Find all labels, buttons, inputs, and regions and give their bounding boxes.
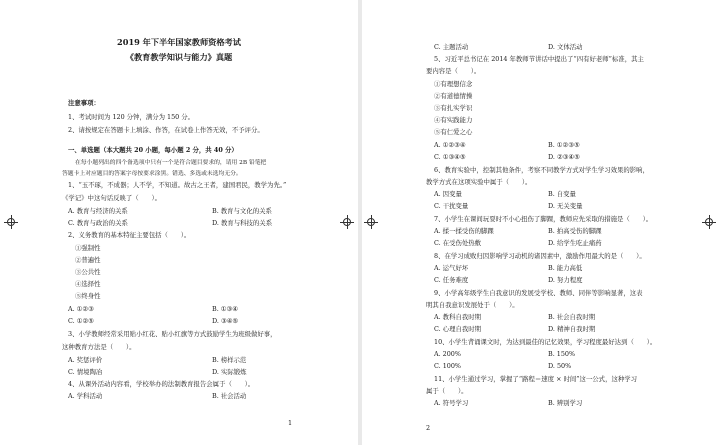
- question-8-line: 8、在学习成败归因影响学习动机的诸因素中，激励作用最大的是（ ）。: [434, 252, 646, 260]
- option-a: A. 教育与经济的关系: [68, 207, 128, 215]
- question-9-line: 明其自我意识发展处于（ ）。: [426, 301, 519, 309]
- option-d: D. 教育与科技的关系: [212, 219, 273, 227]
- option-a: A. 奖惩评价: [68, 356, 103, 364]
- option-c: C. 干扰变量: [434, 202, 469, 210]
- question-10-line: 10、小学生背诵课文时，为达到最佳的记忆效果，学习程度最好达到（ ）。: [434, 338, 657, 346]
- instruction-line: 在每小题列出的四个备选项中只有一个是符合题目要求的，请用 2B 铅笔把: [75, 160, 267, 166]
- option-b: B. 榜样示范: [212, 356, 247, 364]
- exam-page-right: [362, 0, 720, 445]
- question-11-line: 11、小学生通过学习，掌握了“路程＝速度 × 时间”这一公式，这种学习: [434, 375, 638, 383]
- option-c: C. 心理自我时期: [434, 325, 482, 333]
- option-c: C. ①③④⑤: [434, 153, 466, 161]
- list-item: ②普遍性: [75, 256, 101, 264]
- option-b: B. ①②③⑤: [548, 141, 580, 149]
- question-4-line: 4、从课外活动内容看，学校举办的法制教育报告会属于（ ）。: [68, 380, 255, 388]
- option-d: D. ③④⑤: [212, 317, 239, 325]
- option-c: C. 教育与政治的关系: [68, 219, 128, 227]
- option-c: C. 在受伤处热敷: [434, 239, 482, 247]
- option-c: C. ①②⑤: [68, 317, 94, 325]
- option-a: A. 运气好坏: [434, 264, 469, 272]
- list-item: ③有扎实学识: [434, 104, 473, 112]
- note-item: 1、考试时间为 120 分钟，满分为 150 分。: [68, 113, 195, 121]
- registration-mark-icon: [364, 215, 378, 229]
- list-item: ③公共性: [75, 268, 101, 276]
- question-1-line: 《学记》中这句话反映了（ ）。: [62, 194, 162, 202]
- option-d: D. 努力程度: [548, 276, 583, 284]
- option-a: A. ①②③: [68, 305, 94, 313]
- question-6-line: 6、教育实验中，控制其他条件，考察不同教学方式对学生学习效果的影响，: [434, 166, 649, 174]
- question-6-line: 教学方式在这项实验中属于（ ）。: [426, 178, 532, 186]
- question-3-line: 3、小学教师经常采用贴小红花、贴小红旗等方式鼓励学生为班级做好事，: [68, 330, 277, 338]
- option-c: C. 主题活动: [434, 43, 469, 51]
- option-d: D. 文体活动: [548, 43, 583, 51]
- option-d: D. 给学生吃止痛药: [548, 239, 602, 247]
- option-d: D. ②③④⑤: [548, 153, 580, 161]
- option-b: B. 自变量: [548, 190, 576, 198]
- list-item: ④选择性: [75, 280, 101, 288]
- question-5-line: 5、习近平总书记在 2014 年教师节讲话中提出了“四有好老师”标准，其主: [434, 55, 644, 63]
- instruction-line: 答题卡上对应题目的答案字母按要求涂黑。错选、多选或未选均无分。: [62, 171, 242, 177]
- option-a: A. 200%: [434, 350, 461, 358]
- question-7-line: 7、小学生在课间玩耍时不小心扭伤了脚踝，教师应先采取的措施是（ ）。: [434, 215, 653, 223]
- option-a: A. 因变量: [434, 190, 462, 198]
- list-item: ④有实践能力: [434, 116, 473, 124]
- question-11-line: 属于（ ）。: [426, 387, 468, 395]
- option-d: D. 50%: [548, 362, 572, 370]
- list-item: ①有理想信念: [434, 80, 473, 88]
- option-b: B. 150%: [548, 350, 576, 358]
- page-number: 1: [288, 419, 293, 427]
- option-d: D. 无关变量: [548, 202, 583, 210]
- list-item: ⑤有仁爱之心: [434, 128, 473, 136]
- option-a: A. 教科自我时期: [434, 313, 482, 321]
- question-2-line: 2、义务教育的基本特征主要包括（ ）。: [68, 231, 191, 239]
- page-number: 2: [426, 424, 431, 432]
- question-3-line: 这种教育方法是（ ）。: [62, 343, 136, 351]
- registration-mark-icon: [340, 215, 354, 229]
- option-d: D. 实际锻炼: [212, 368, 247, 376]
- option-b: B. ①③④: [212, 305, 238, 313]
- option-d: D. 精神自我时期: [548, 325, 596, 333]
- exam-title: 2019 年下半年国家教师资格考试: [117, 37, 241, 47]
- option-a: A. 学科活动: [68, 392, 103, 400]
- exam-subtitle: 《教育教学知识与能力》真题: [125, 52, 233, 62]
- option-b: B. 教育与文化的关系: [212, 207, 272, 215]
- option-b: B. 辨别学习: [548, 399, 583, 407]
- question-1-line: 1、“玉不琢，不成器；人不学，不知道。故古之王者，建国君民，教学为先。”: [68, 181, 287, 189]
- notes-heading: 注意事项：: [68, 99, 100, 107]
- option-b: B. 社会自我时期: [548, 313, 596, 321]
- list-item: ①强制性: [75, 244, 101, 252]
- section-heading: 一、单选题（本大题共 20 小题，每小题 2 分，共 40 分）: [68, 146, 238, 154]
- option-b: B. 拍高受伤的脚踝: [548, 227, 602, 235]
- option-a: A. 揉一揉受伤的脚踝: [434, 227, 494, 235]
- option-a: A. 符号学习: [434, 399, 469, 407]
- option-c: C. 情境陶冶: [68, 368, 103, 376]
- registration-mark-icon: [4, 215, 18, 229]
- list-item: ②有道德情操: [434, 92, 473, 100]
- option-c: C. 任务难度: [434, 276, 469, 284]
- option-a: A. ①②③④: [434, 141, 466, 149]
- registration-mark-icon: [702, 215, 716, 229]
- option-c: C. 100%: [434, 362, 461, 370]
- exam-page-left: [0, 0, 359, 445]
- question-5-line: 要内容是（ ）。: [426, 67, 481, 75]
- option-b: B. 能力高低: [548, 264, 583, 272]
- list-item: ⑤终身性: [75, 292, 101, 300]
- option-b: B. 社会活动: [212, 392, 247, 400]
- question-9-line: 9、小学高年级学生自我意识的发展受学校、教师、同伴等影响显著，这表: [434, 289, 643, 297]
- note-item: 2、请按规定在答题卡上填涂、作答，在试卷上作答无效，不予评分。: [68, 126, 264, 134]
